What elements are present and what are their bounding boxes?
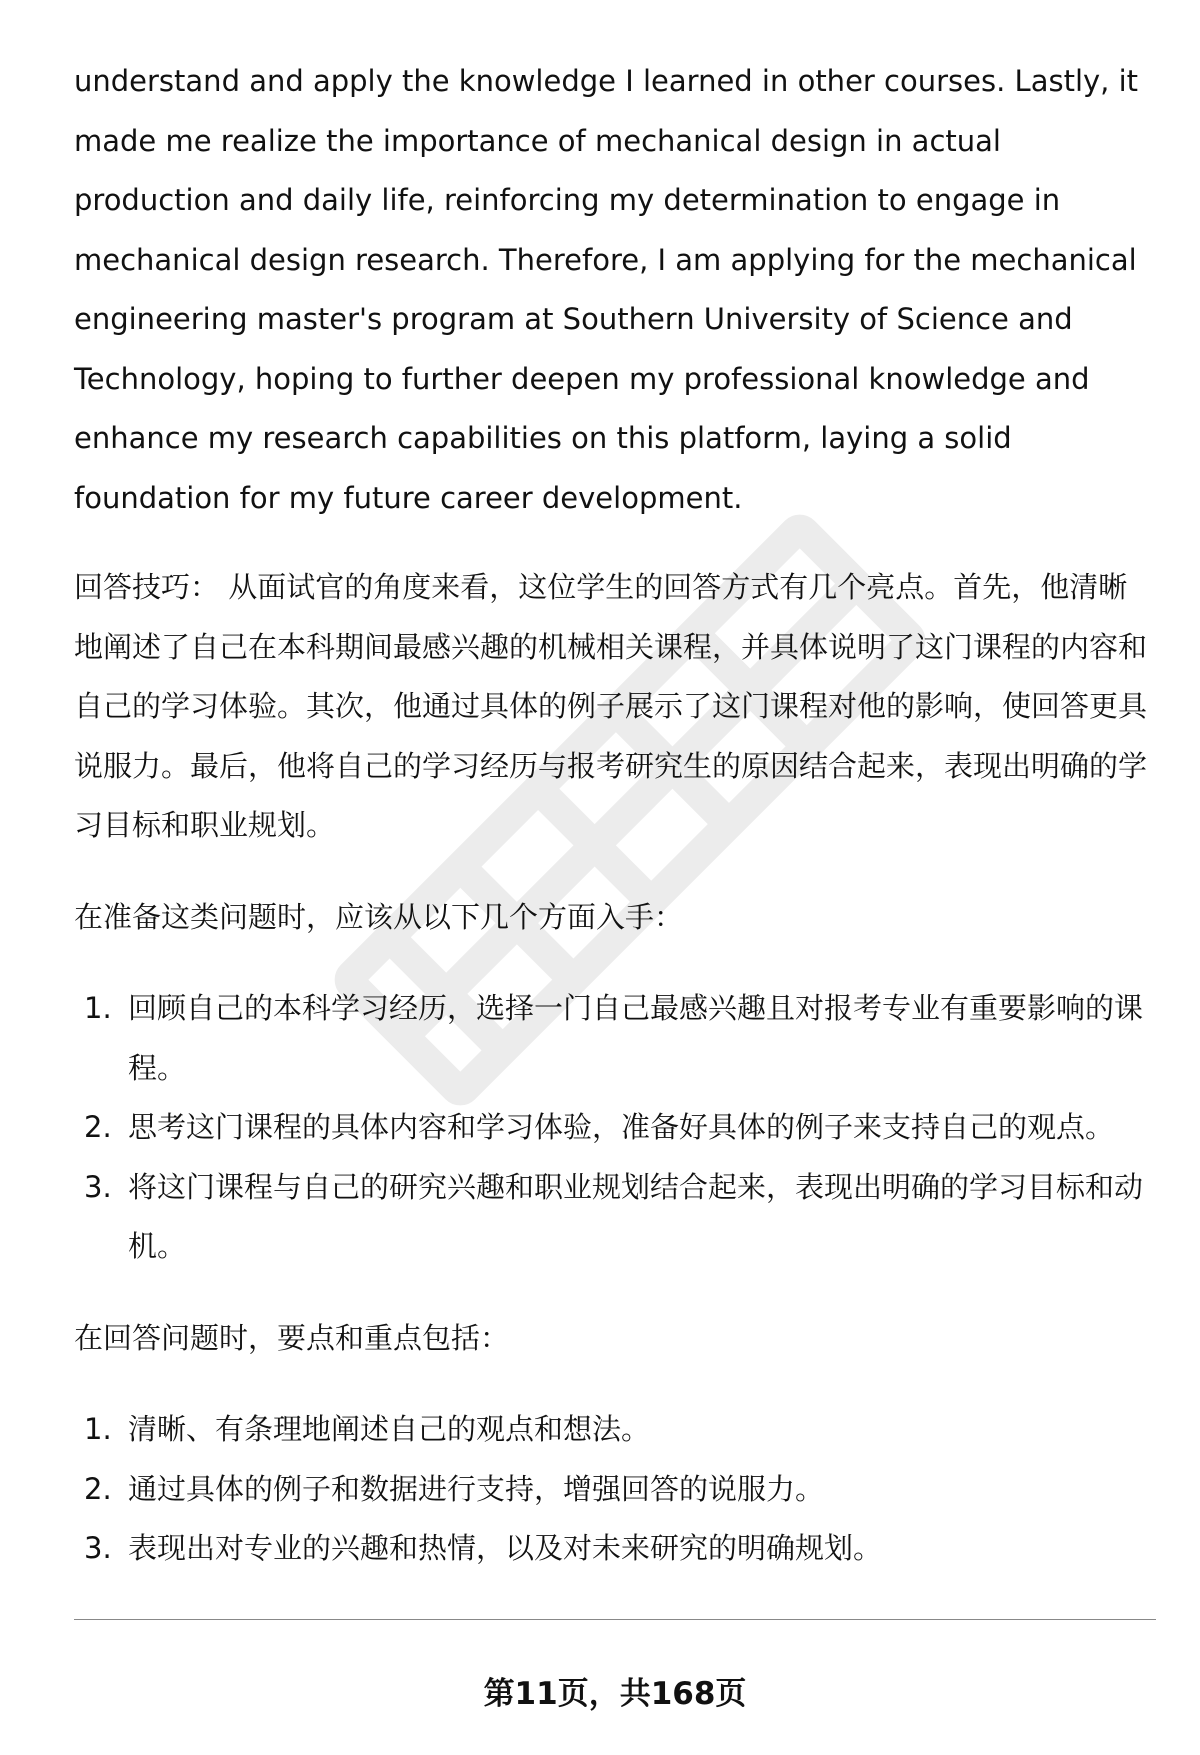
prep-list	[74, 979, 1154, 1277]
list-item	[74, 1400, 1154, 1460]
list-item	[74, 1158, 1154, 1277]
answer-list	[74, 1400, 1154, 1579]
list-item-text: 通过具体的例子和数据进行支持，增强回答的说服力。	[128, 1471, 825, 1506]
prep-heading: 在准备这类问题时，应该从以下几个方面入手：	[74, 899, 684, 934]
list-number: 1.	[84, 1412, 112, 1446]
intro-paragraph: understand and apply the knowledge I learned in other courses. Lastly, it made me realize the importance of mechanical design in actual production and daily life, reinforcing my determination to engage in mechanical design research. Therefore, I am applying for the mechanical engineering master's program at Southern University of Science and Technology, hoping to further deepen my professional knowledge and enhance my research capabilities on this platform, laying a solid foundation for my future career development.	[74, 64, 1139, 515]
list-number: 1.	[84, 991, 112, 1025]
list-item-text: 将这门课程与自己的研究兴趣和职业规划结合起来，表现出明确的学习目标和动机。	[128, 1169, 1144, 1263]
list-item-text: 表现出对专业的兴趣和热情，以及对未来研究的明确规划。	[128, 1531, 883, 1565]
list-number: 2.	[84, 1110, 112, 1144]
list-number: 2.	[84, 1471, 112, 1506]
list-item-text: 回顾自己的本科学习经历，选择一门自己最感兴趣且对报考专业有重要影响的课程。	[128, 991, 1144, 1085]
list-item-text: 清晰、有条理地阐述自己的观点和想法。	[128, 1412, 651, 1446]
list-item	[74, 1098, 1154, 1158]
list-number: 3.	[84, 1169, 112, 1204]
footer-divider	[74, 1619, 1156, 1620]
list-number: 3.	[84, 1531, 112, 1565]
page-number: 第11页，共168页	[483, 1676, 747, 1712]
list-item	[74, 1519, 1154, 1579]
answer-heading: 在回答问题时，要点和重点包括：	[74, 1320, 510, 1355]
tips-paragraph: 回答技巧： 从面试官的角度来看，这位学生的回答方式有几个亮点。首先，他清晰地阐述了自己在本科期间最感兴趣的机械相关课程，并具体说明了这门课程的内容和自己的学习体验。其次，他通过具体的例子展示了这门课程对他的影响，使回答更具说服力。最后，他将自己的学习经历与报考研究生的原因结合起来，表现出明确的学习目标和职业规划。	[74, 570, 1148, 842]
list-item	[74, 979, 1154, 1098]
list-item-text: 思考这门课程的具体内容和学习体验，准备好具体的例子来支持自己的观点。	[128, 1110, 1115, 1144]
document-page	[74, 52, 1154, 1579]
list-item	[74, 1460, 1154, 1520]
